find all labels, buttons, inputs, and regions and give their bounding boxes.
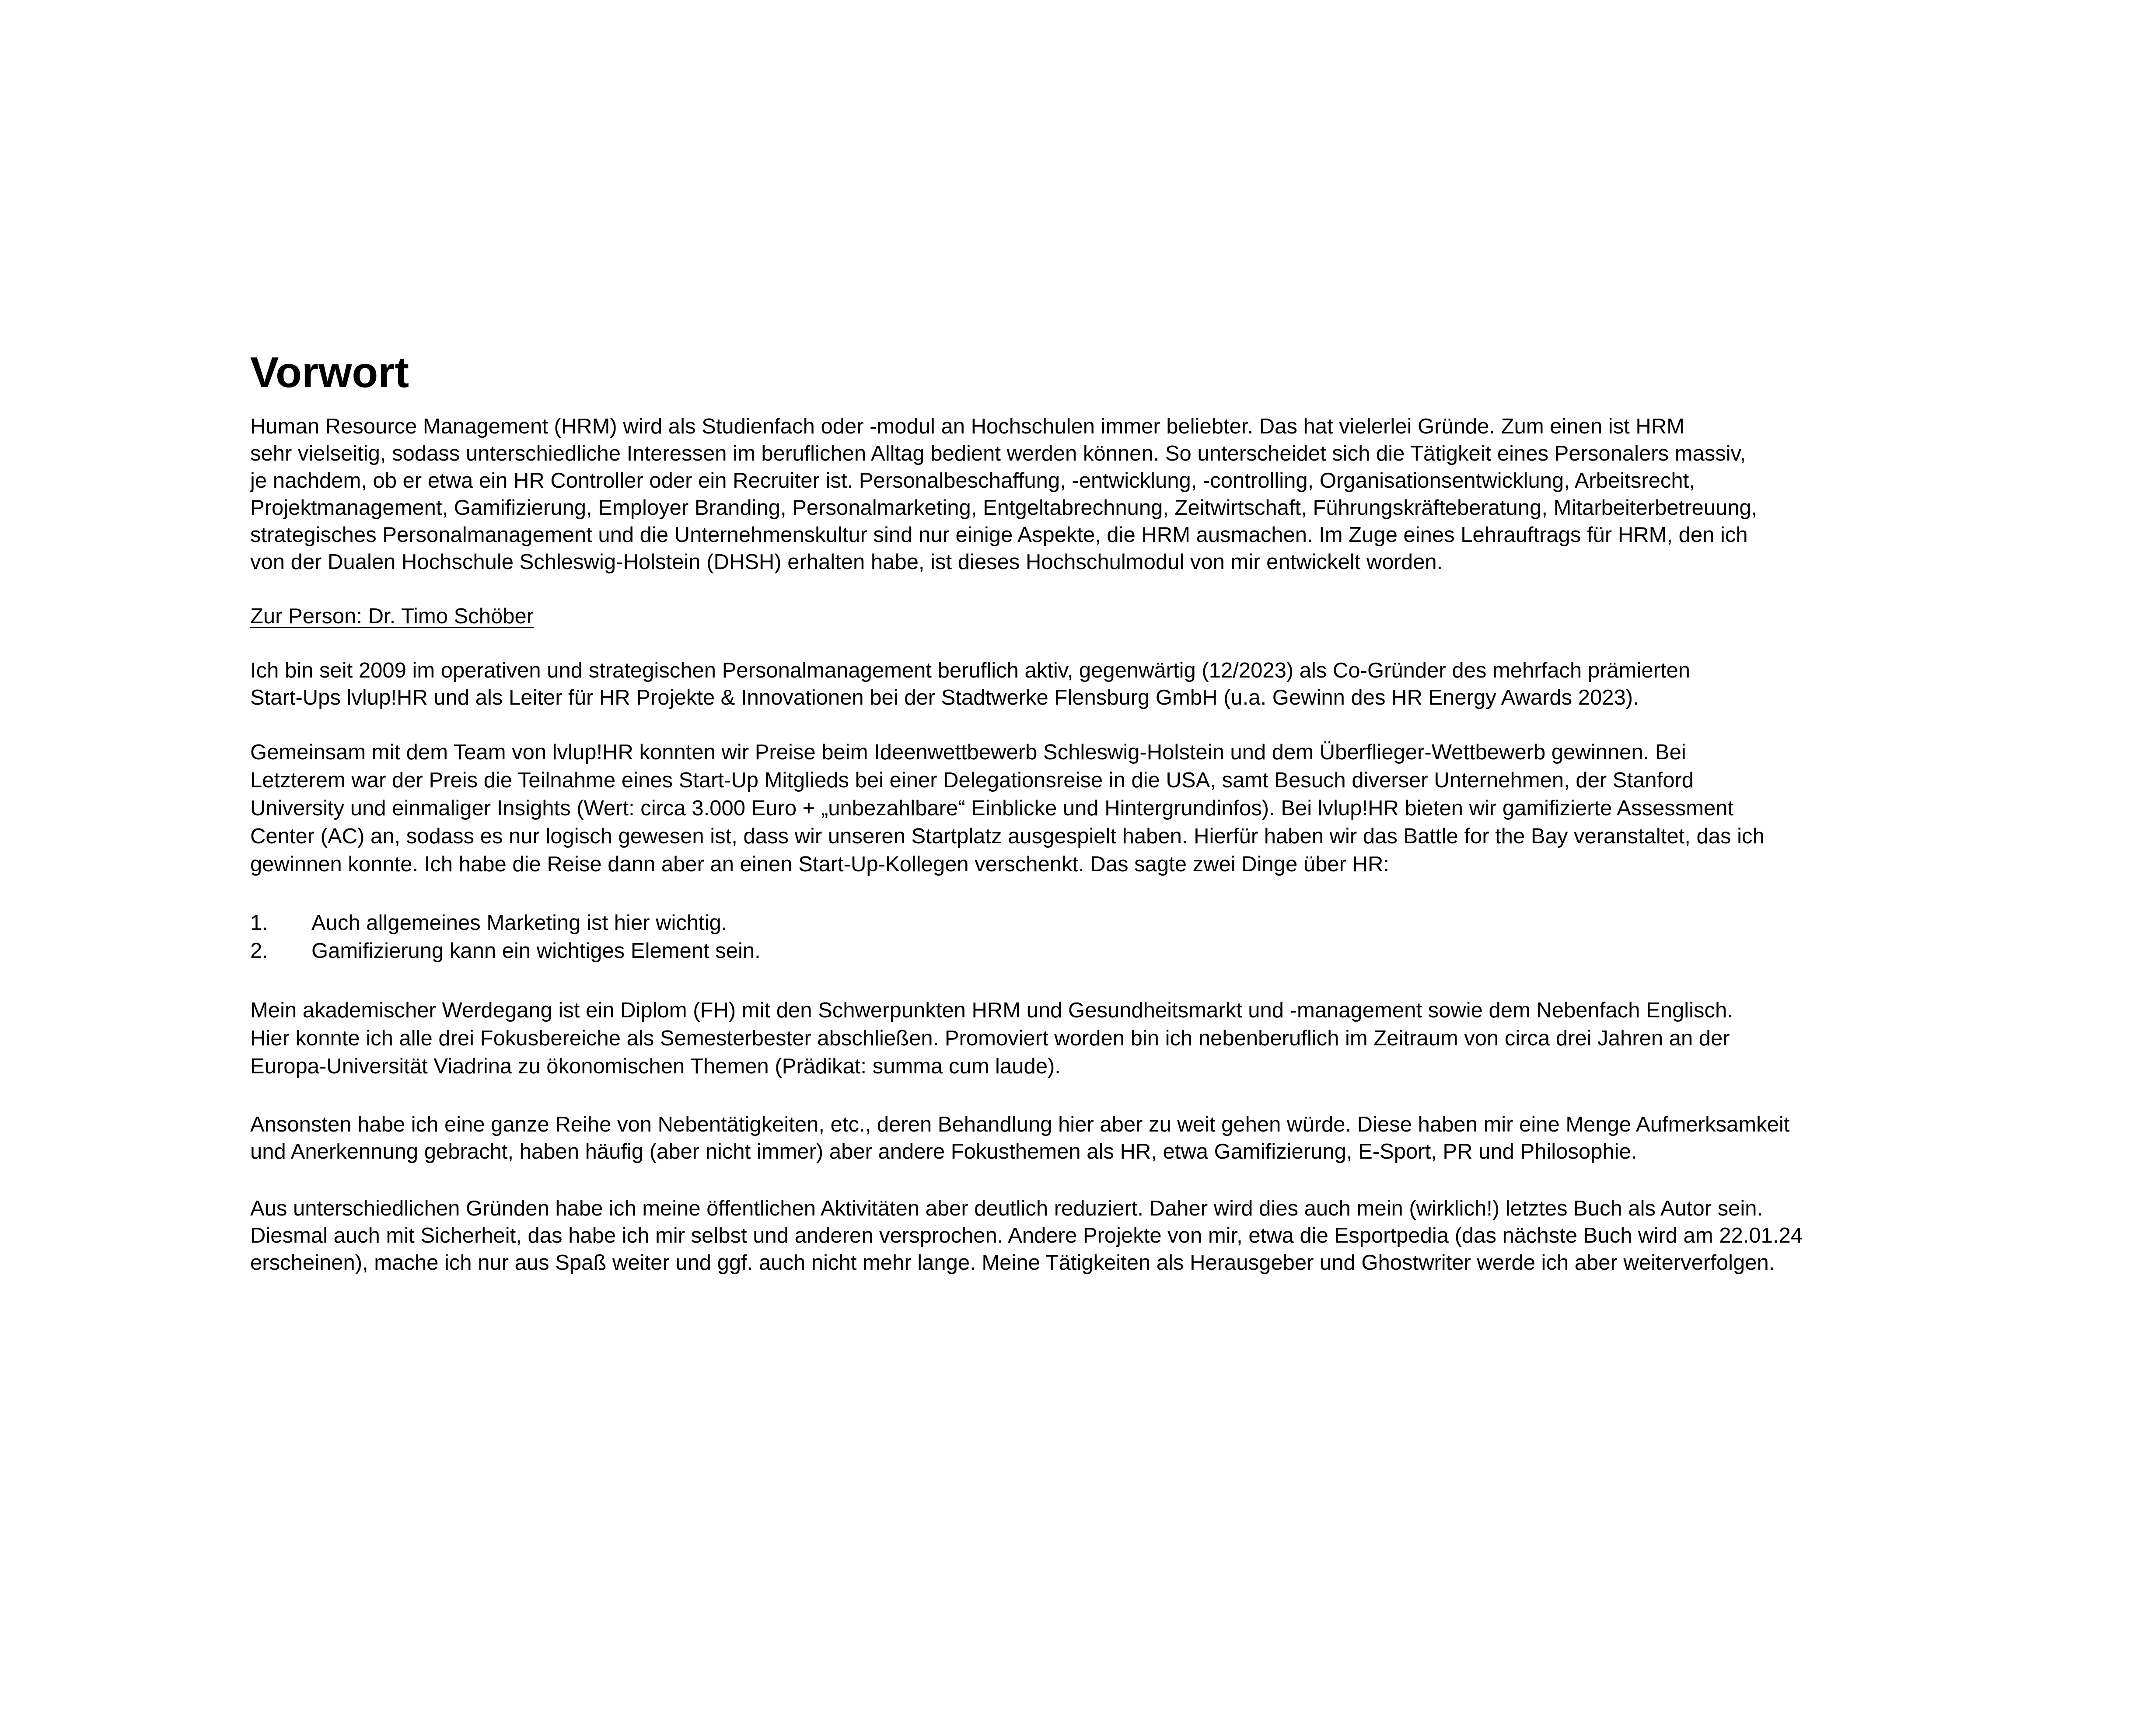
document-body [250, 348, 1895, 1276]
numbered-list [250, 909, 1895, 965]
text-line: strategisches Personalmanagement und die Unternehmenskultur sind nur einige Aspekte, die HRM ausmachen. Im Zuge eines Lehrauftrags für HRM, den ich [250, 523, 1748, 547]
text-line: Center (AC) an, sodass es nur logisch gewesen ist, dass wir unseren Startplatz ausgespielt haben. Hierfür haben wir das Battle for the Bay veranstaltet, das ich [250, 824, 1765, 848]
list-number: 1. [250, 911, 268, 935]
text-line: Hier konnte ich alle drei Fokusbereiche als Semesterbester abschließen. Promoviert worden bin ich nebenberuflich im Zeitraum von circa drei Jahren an der [250, 1027, 1730, 1050]
spacer [250, 711, 1895, 738]
text-line: erscheinen), mache ich nur aus Spaß weiter und ggf. auch nicht mehr lange. Meine Tätigkeiten als Herausgeber und Ghostwriter werde ich aber weiterverfolgen. [250, 1251, 1775, 1275]
section-subheading: Zur Person: Dr. Timo Schöber [250, 604, 534, 628]
text-line: Projektmanagement, Gamifizierung, Employer Branding, Personalmarketing, Entgeltabrechnung, Zeitwirtschaft, Führungskräfteberatung, Mitarbeiterbetreuung, [250, 496, 1758, 520]
text-line: Ich bin seit 2009 im operativen und strategischen Personalmanagement beruflich aktiv, gegenwärtig (12/2023) als Co-Gründer des mehrfach prämierten [250, 659, 1691, 682]
text-line: und Anerkennung gebracht, haben häufig (aber nicht immer) aber andere Fokusthemen als HR, etwa Gamifizierung, E-Sport, PR und Philosophie. [250, 1140, 1637, 1163]
spacer [250, 576, 1895, 603]
spacer [250, 965, 1895, 996]
person-paragraph [250, 657, 1895, 711]
text-line: Start-Ups lvlup!HR und als Leiter für HR Projekte & Innovationen bei der Stadtwerke Flensburg GmbH (u.a. Gewinn des HR Energy Awards 2023). [250, 686, 1639, 709]
team-paragraph [250, 738, 1895, 878]
academic-paragraph [250, 996, 1895, 1080]
text-line: Europa-Universität Viadrina zu ökonomischen Themen (Prädikat: summa cum laude). [250, 1055, 1061, 1078]
spacer [250, 386, 1895, 413]
side-activities-paragraph [250, 1111, 1895, 1165]
closing-paragraph [250, 1195, 1895, 1276]
page-title: Vorwort [250, 348, 409, 396]
spacer [250, 878, 1895, 909]
list-number: 2. [250, 939, 268, 963]
text-line: Diesmal auch mit Sicherheit, das habe ich mir selbst und anderen versprochen. Andere Projekte von mir, etwa die Esportpedia (das nächste Buch wird am 22.01.24 [250, 1224, 1803, 1247]
intro-paragraph [250, 413, 1895, 576]
text-line: gewinnen konnte. Ich habe die Reise dann aber an einen Start-Up-Kollegen verschenkt. Das sagte zwei Dinge über HR: [250, 852, 1389, 876]
list-item [250, 909, 1895, 937]
list-text: Gamifizierung kann ein wichtiges Element sein. [311, 939, 761, 963]
spacer [250, 1080, 1895, 1111]
spacer [250, 1165, 1895, 1195]
text-line: Human Resource Management (HRM) wird als Studienfach oder -modul an Hochschulen immer beliebter. Das hat vielerlei Gründe. Zum einen ist HRM [250, 415, 1684, 438]
spacer [250, 630, 1895, 657]
text-line: sehr vielseitig, sodass unterschiedliche Interessen im beruflichen Alltag bedient werden können. So unterscheidet sich die Tätigkeit eines Personalers massiv, [250, 442, 1746, 465]
text-line: University und einmaliger Insights (Wert: circa 3.000 Euro + „unbezahlbare“ Einblicke und Hintergrundinfos). Bei lvlup!HR bieten wir gamifizierte Assessment [250, 796, 1734, 820]
text-line: Mein akademischer Werdegang ist ein Diplom (FH) mit den Schwerpunkten HRM und Gesundheitsmarkt und -management sowie dem Nebenfach Englisch. [250, 999, 1733, 1022]
text-line: Letzterem war der Preis die Teilnahme eines Start-Up Mitglieds bei einer Delegationsreise in die USA, samt Besuch diverser Unternehmen, der Stanford [250, 768, 1694, 792]
text-line: Aus unterschiedlichen Gründen habe ich meine öffentlichen Aktivitäten aber deutlich reduziert. Daher wird dies auch mein (wirklich!) letztes Buch als Autor sein. [250, 1197, 1763, 1220]
list-text: Auch allgemeines Marketing ist hier wichtig. [311, 911, 727, 935]
text-line: von der Dualen Hochschule Schleswig-Holstein (DHSH) erhalten habe, ist dieses Hochschulmodul von mir entwickelt worden. [250, 550, 1443, 574]
text-line: je nachdem, ob er etwa ein HR Controller oder ein Recruiter ist. Personalbeschaffung, -entwicklung, -controlling, Organisationsentwicklung, Arbeitsrecht, [250, 469, 1695, 493]
list-item [250, 937, 1895, 965]
text-line: Gemeinsam mit dem Team von lvlup!HR konnten wir Preise beim Ideenwettbewerb Schleswig-Holstein und dem Überflieger-Wettbewerb gewinnen. Bei [250, 741, 1686, 764]
text-line: Ansonsten habe ich eine ganze Reihe von Nebentätigkeiten, etc., deren Behandlung hier aber zu weit gehen würde. Diese haben mir eine Menge Aufmerksamkeit [250, 1113, 1790, 1136]
